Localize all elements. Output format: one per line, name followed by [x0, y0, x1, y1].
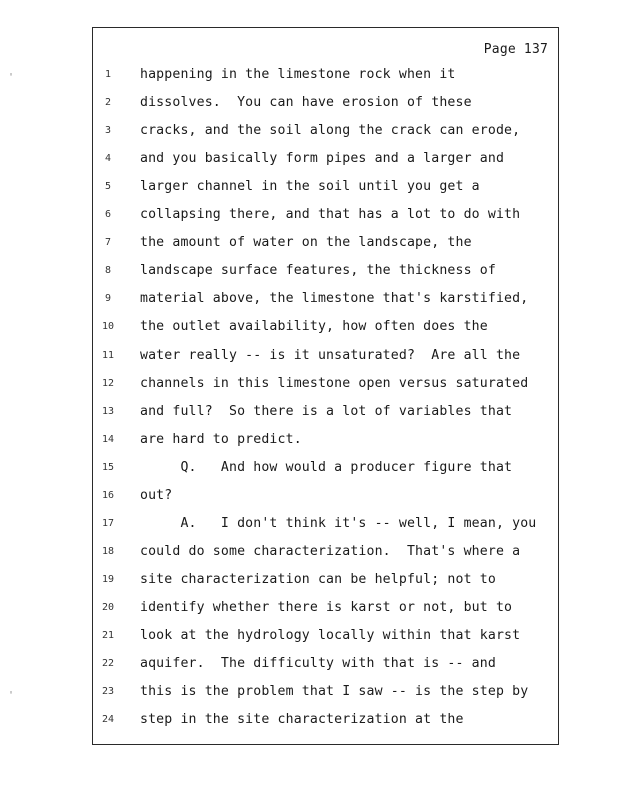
transcript-line: landscape surface features, the thickness of [140, 263, 496, 279]
line-number: 16 [101, 489, 115, 501]
transcript-line: the amount of water on the landscape, the [140, 235, 472, 251]
transcript-line: look at the hydrology locally within that karst [140, 628, 521, 643]
margin-mark-bottom: ' [8, 690, 15, 701]
line-number: 21 [101, 630, 115, 641]
transcript-page [92, 27, 559, 745]
transcript-line: cracks, and the soil along the crack can erode, [140, 123, 521, 139]
line-number: 9 [104, 293, 112, 305]
line-number: 8 [104, 265, 112, 277]
transcript-line: site characterization can be helpful; not to [140, 571, 496, 587]
line-number: 6 [104, 209, 112, 221]
line-number: 24 [101, 714, 115, 726]
line-number: 14 [101, 433, 115, 445]
transcript-line: collapsing there, and that has a lot to do with [140, 207, 521, 223]
line-number: 5 [104, 181, 112, 193]
line-number: 11 [101, 349, 115, 361]
transcript-line: aquifer. The difficulty with that is -- and [140, 656, 496, 672]
line-number: 3 [104, 125, 112, 137]
line-number: 18 [101, 545, 115, 557]
line-number: 15 [101, 461, 115, 473]
transcript-line: A. I don't think it's -- well, I mean, you [140, 515, 537, 531]
margin-mark-top: ' [8, 72, 15, 83]
line-number: 1 [104, 69, 112, 80]
line-number: 13 [101, 405, 115, 417]
transcript-line: the outlet availability, how often does the [140, 319, 488, 335]
line-number: 19 [101, 573, 115, 585]
transcript-line: Q. And how would a producer figure that [140, 459, 513, 475]
transcript-line: and full? So there is a lot of variables that [140, 403, 513, 419]
transcript-line: water really -- is it unsaturated? Are all the [140, 347, 521, 363]
line-number: 12 [101, 377, 115, 389]
line-number: 20 [101, 601, 115, 613]
transcript-line: and you basically form pipes and a larger and [140, 151, 505, 167]
transcript-line: dissolves. You can have erosion of these [140, 95, 472, 111]
line-number: 2 [104, 97, 112, 109]
transcript-line: happening in the limestone rock when it [140, 67, 456, 82]
transcript-line: this is the problem that I saw -- is the step by [140, 684, 529, 700]
transcript-line: material above, the limestone that's karstified, [140, 291, 529, 307]
line-number: 4 [104, 153, 112, 165]
transcript-line: channels in this limestone open versus saturated [140, 375, 529, 391]
line-number: 7 [104, 237, 112, 249]
transcript-line: step in the site characterization at the [140, 712, 464, 728]
line-number: 10 [101, 321, 115, 333]
line-number: 17 [101, 517, 115, 529]
transcript-line: larger channel in the soil until you get a [140, 179, 480, 195]
transcript-line: out? [140, 487, 173, 503]
page-number: Page 137 [483, 42, 548, 57]
transcript-line: are hard to predict. [140, 431, 302, 447]
line-number: 22 [101, 658, 115, 670]
transcript-line: identify whether there is karst or not, but to [140, 599, 513, 615]
line-number: 23 [101, 686, 115, 698]
transcript-line: could do some characterization. That's where a [140, 543, 521, 559]
